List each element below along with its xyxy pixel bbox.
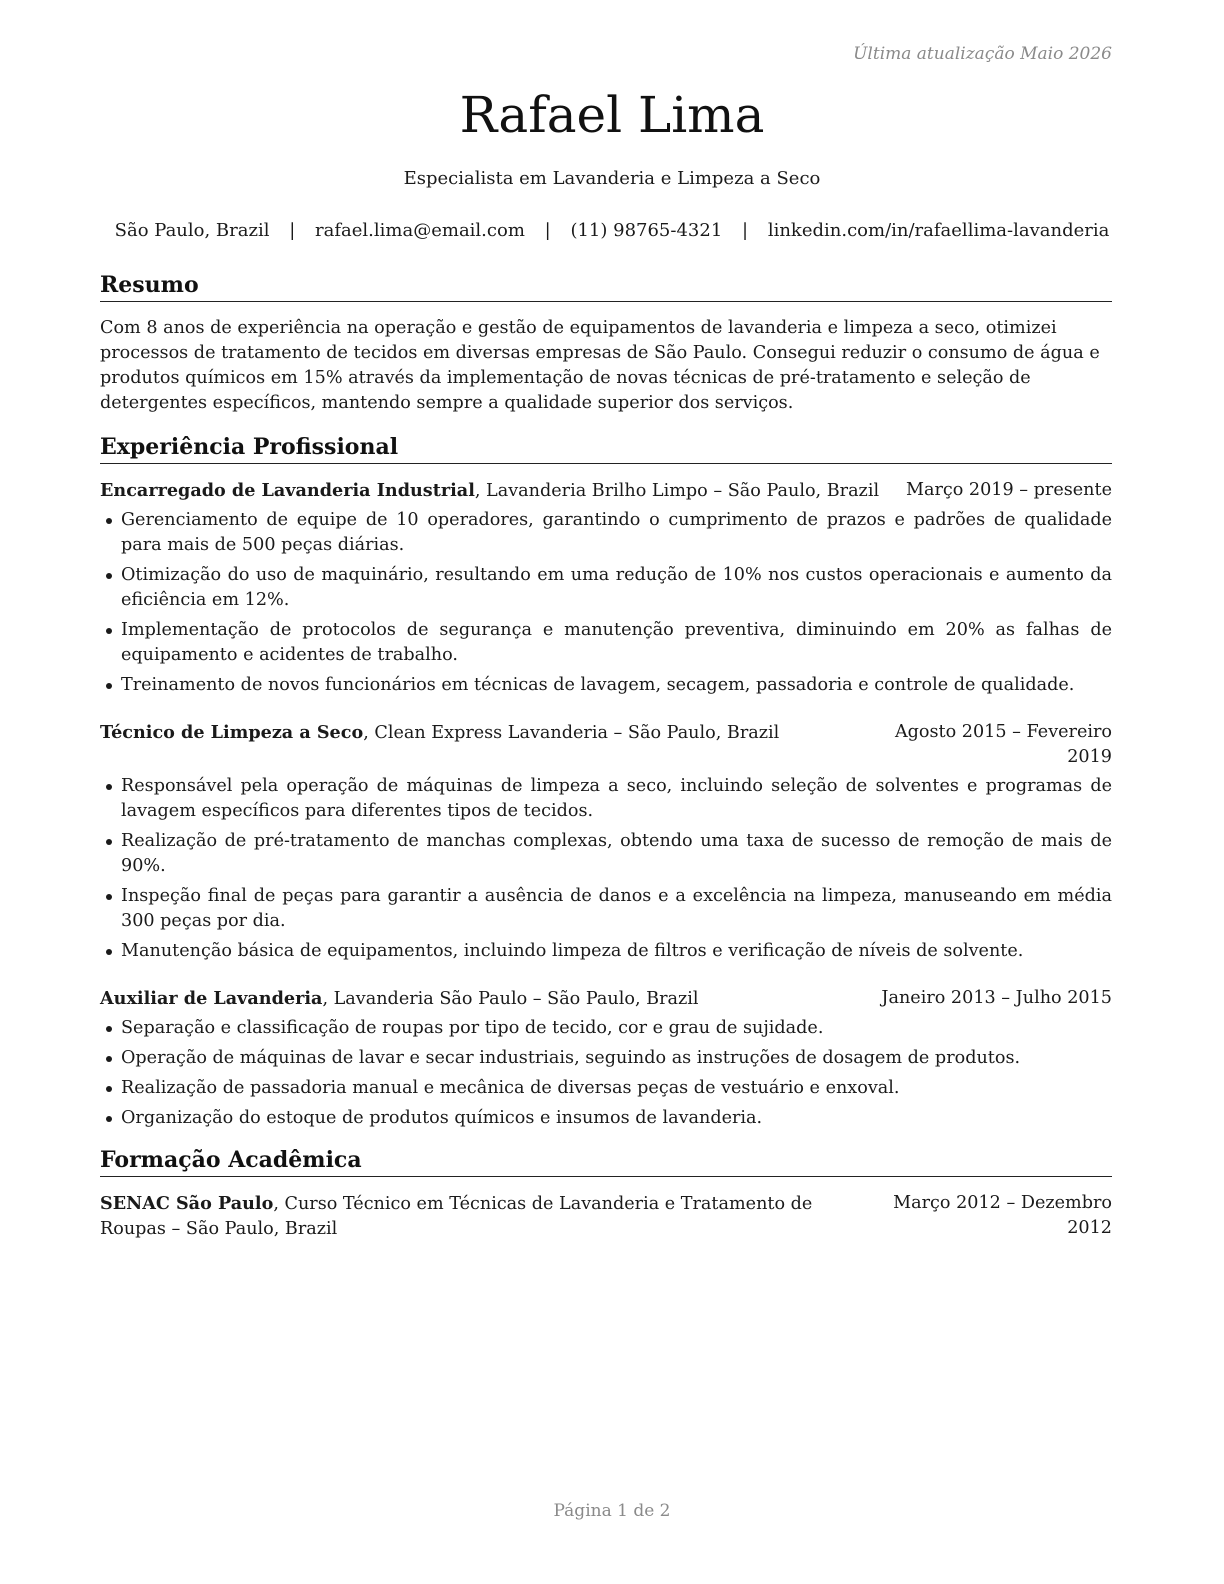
job-dates: Agosto 2015 – Fevereiro 2019 bbox=[894, 722, 1112, 767]
list-item: Operação de máquinas de lavar e secar industriais, seguindo as instruções de dosagem de produtos. bbox=[100, 1046, 1112, 1071]
last-updated: Última atualização Maio 2026 bbox=[853, 44, 1112, 64]
education-detail: , Curso Técnico em Técnicas de Lavanderia e Tratamento de Roupas – São Paulo, Brazil bbox=[100, 1194, 813, 1239]
contact-line bbox=[0, 220, 1224, 241]
job-bullets bbox=[100, 508, 1112, 698]
contact-separator: | bbox=[742, 220, 749, 241]
list-item: Inspeção final de peças para garantir a ausência de danos e a excelência na limpeza, manuseando em média 300 peças por dia. bbox=[100, 884, 1112, 934]
contact-phone: (11) 98765-4321 bbox=[570, 220, 723, 241]
list-item: Manutenção básica de equipamentos, incluindo limpeza de filtros e verificação de níveis de solvente. bbox=[100, 939, 1112, 964]
page-number: Página 1 de 2 bbox=[553, 1501, 671, 1521]
section-title-summary: Resumo bbox=[100, 270, 1112, 302]
job-entry bbox=[100, 478, 1112, 698]
contact-separator: | bbox=[544, 220, 551, 241]
contact-linkedin[interactable]: linkedin.com/in/rafaellima-lavanderia bbox=[767, 220, 1110, 241]
list-item: Implementação de protocolos de segurança e manutenção preventiva, diminuindo em 20% as falhas de equipamento e acidentes de trabalho. bbox=[100, 618, 1112, 668]
job-header bbox=[100, 478, 1112, 504]
candidate-headline: Especialista em Lavanderia e Limpeza a Seco bbox=[403, 168, 821, 189]
section-title-education: Formação Acadêmica bbox=[100, 1145, 1112, 1177]
list-item: Gerenciamento de equipe de 10 operadores, garantindo o cumprimento de prazos e padrões de qualidade para mais de 500 peças diárias. bbox=[100, 508, 1112, 558]
education-header bbox=[100, 1191, 1112, 1242]
job-role: Auxiliar de Lavanderia bbox=[100, 988, 323, 1009]
education-entry bbox=[100, 1191, 1112, 1242]
job-entry bbox=[100, 720, 1112, 964]
list-item: Realização de passadoria manual e mecânica de diversas peças de vestuário e enxoval. bbox=[100, 1076, 1112, 1101]
job-entry bbox=[100, 986, 1112, 1131]
job-company: , Lavanderia Brilho Limpo – São Paulo, Brazil bbox=[474, 481, 880, 501]
job-company: , Clean Express Lavanderia – São Paulo, Brazil bbox=[363, 723, 780, 743]
resume-content bbox=[100, 270, 1112, 1242]
job-bullets bbox=[100, 774, 1112, 964]
list-item: Realização de pré-tratamento de manchas complexas, obtendo uma taxa de sucesso de remoção de mais de 90%. bbox=[100, 829, 1112, 879]
job-bullets bbox=[100, 1016, 1112, 1131]
job-header bbox=[100, 986, 1112, 1012]
education-institution: SENAC São Paulo bbox=[100, 1193, 274, 1214]
list-item: Treinamento de novos funcionários em técnicas de lavagem, secagem, passadoria e controle de qualidade. bbox=[100, 673, 1112, 698]
job-header bbox=[100, 720, 1112, 770]
contact-separator: | bbox=[289, 220, 296, 241]
section-title-experience: Experiência Profissional bbox=[100, 432, 1112, 464]
list-item: Otimização do uso de maquinário, resultando em uma redução de 10% nos custos operacionais e aumento da eficiência em 12%. bbox=[100, 563, 1112, 613]
job-company: , Lavanderia São Paulo – São Paulo, Brazil bbox=[322, 989, 699, 1009]
job-dates: Março 2019 – presente bbox=[905, 480, 1112, 500]
education-dates: Março 2012 – Dezembro 2012 bbox=[893, 1193, 1112, 1238]
summary-text: Com 8 anos de experiência na operação e gestão de equipamentos de lavanderia e limpeza a seco, otimizei processos de tratamento de tecidos em diversas empresas de São Paulo. Consegui reduzir o consumo de água e produtos químicos em 15% através da implementação de novas técnicas de pré-tratamento e seleção de detergentes específicos, mantendo sempre a qualidade superior dos serviços. bbox=[100, 318, 1100, 413]
contact-email[interactable]: rafael.lima@email.com bbox=[315, 220, 525, 241]
job-dates: Janeiro 2013 – Julho 2015 bbox=[881, 988, 1112, 1008]
candidate-name: Rafael Lima bbox=[459, 86, 765, 144]
job-role: Encarregado de Lavanderia Industrial bbox=[100, 480, 475, 501]
list-item: Organização do estoque de produtos químicos e insumos de lavanderia. bbox=[100, 1106, 1112, 1131]
job-role: Técnico de Limpeza a Seco bbox=[100, 722, 364, 743]
list-item: Responsável pela operação de máquinas de limpeza a seco, incluindo seleção de solventes e programas de lavagem específicos para diferentes tipos de tecidos. bbox=[100, 774, 1112, 824]
contact-location: São Paulo, Brazil bbox=[114, 220, 270, 241]
list-item: Separação e classificação de roupas por tipo de tecido, cor e grau de sujidade. bbox=[100, 1016, 1112, 1041]
